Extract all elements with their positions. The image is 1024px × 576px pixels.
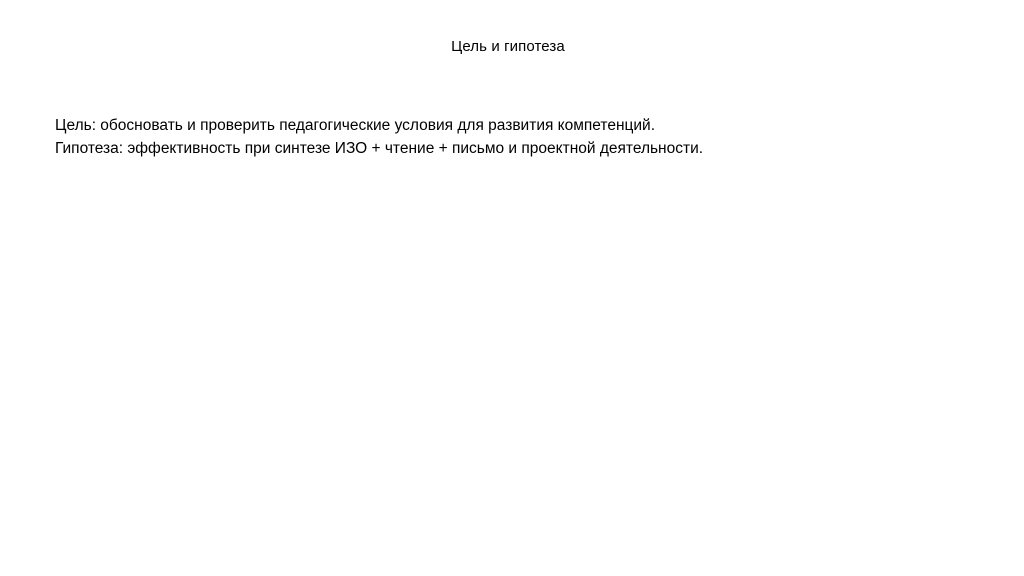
slide-title: Цель и гипотеза — [451, 38, 565, 55]
goal-text: Цель: обосновать и проверить педагогические условия для развития компетенций. — [55, 117, 656, 134]
hypothesis-text: Гипотеза: эффективность при синтезе ИЗО + чтение + письмо и проектной деятельности. — [55, 140, 704, 157]
slide-body — [55, 114, 955, 160]
